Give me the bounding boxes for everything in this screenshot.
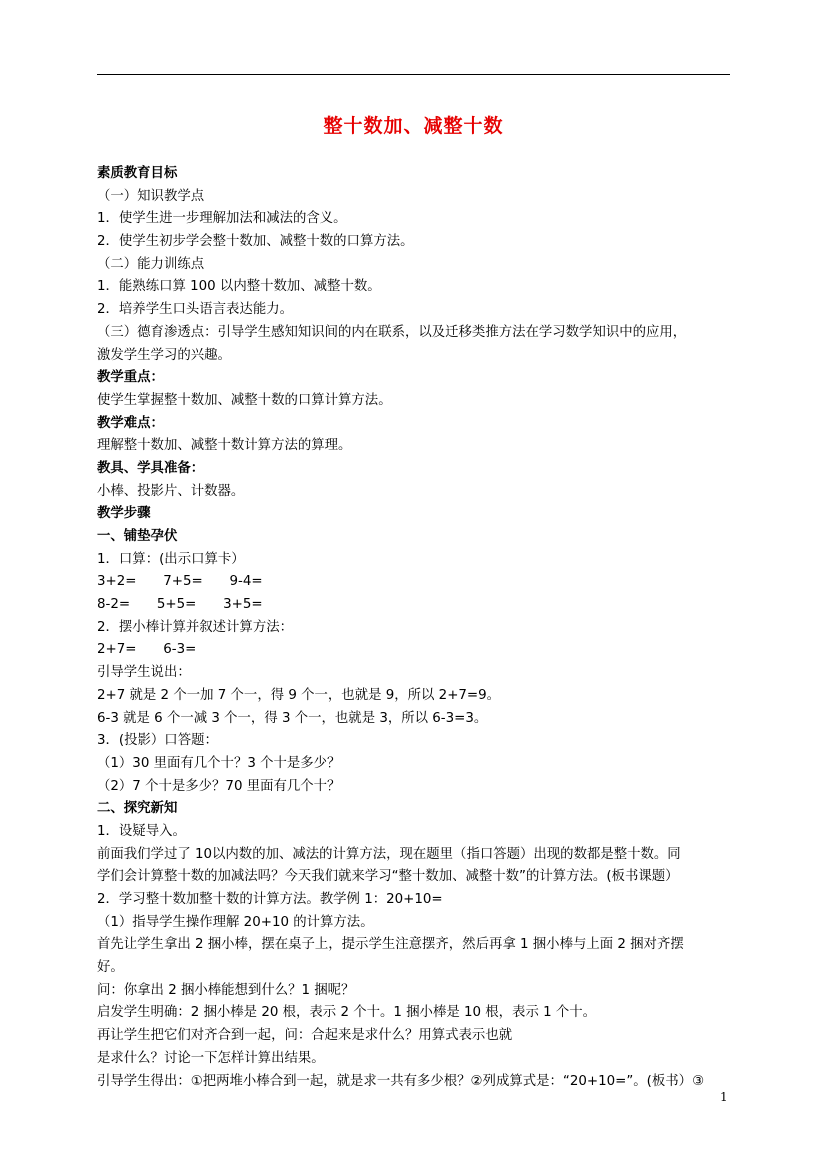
body-line: 启发学生明确：2 捆小棒是 20 根，表示 2 个十。1 捆小棒是 10 根，表示 1 个十。 <box>97 1005 597 1021</box>
section-heading: 教学步骤 <box>97 506 151 522</box>
document-body <box>97 163 733 1093</box>
body-line: （三）德育渗透点：引导学生感知知识间的内在联系，以及迁移类推方法在学习数学知识中的应用， <box>97 324 687 340</box>
body-line: 3+2= 7+5= 9-4= <box>97 574 263 590</box>
body-line: （2）7 个十是多少？70 里面有几个十？ <box>97 778 341 794</box>
body-line: 2．学习整十数加整十数的计算方法。教学例 1：20+10= <box>97 892 443 907</box>
body-line: 1．设疑导入。 <box>97 823 186 839</box>
body-line: （二）能力训练点 <box>97 256 205 272</box>
body-line: 1．口算：(出示口算卡） <box>97 551 245 567</box>
body-line: 首先让学生拿出 2 捆小棒，摆在桌子上，提示学生注意摆齐，然后再拿 1 捆小棒与上面 2 捆对齐摆 <box>97 937 684 953</box>
section-heading: 教学难点： <box>97 415 164 431</box>
body-line: 2+7 就是 2 个一加 7 个一，得 9 个一，也就是 9，所以 2+7=9。 <box>97 687 501 703</box>
body-line: 2+7= 6-3= <box>97 642 197 658</box>
body-line: 理解整十数加、减整十数计算方法的算理。 <box>97 438 352 454</box>
body-line: 8-2= 5+5= 3+5= <box>97 597 263 613</box>
body-line: 学们会计算整十数的加减法吗？今天我们就来学习“整十数加、减整十数”的计算方法。(板书课题） <box>97 869 679 885</box>
body-line: 使学生掌握整十数加、减整十数的口算计算方法。 <box>97 392 392 408</box>
body-line: 小棒、投影片、计数器。 <box>97 483 245 499</box>
section-heading: 教具、学具准备： <box>97 460 205 476</box>
body-line: 2．培养学生口头语言表达能力。 <box>97 302 293 318</box>
body-line: （1）30 里面有几个十？3 个十是多少？ <box>97 755 341 771</box>
body-line: 3．(投影）口答题： <box>97 733 218 749</box>
section-heading: 素质教育目标 <box>97 166 178 181</box>
body-line: 引导学生得出：①把两堆小棒合到一起，就是求一共有多少根？②列成算式是：“20+10=”。(板书）③ <box>97 1073 705 1089</box>
body-line: 2．摆小棒计算并叙述计算方法： <box>97 619 293 635</box>
body-line: 1．能熟练口算 100 以内整十数加、减整十数。 <box>97 279 381 295</box>
body-line: 再让学生把它们对齐合到一起，问：合起来是求什么？用算式表示也就 <box>97 1028 513 1044</box>
section-heading: 二、探究新知 <box>97 801 178 817</box>
body-line: 问：你拿出 2 捆小棒能想到什么？1 捆呢？ <box>97 982 355 998</box>
section-heading: 一、铺垫孕伏 <box>97 529 178 544</box>
body-line: （1）指导学生操作理解 20+10 的计算方法。 <box>97 914 374 930</box>
body-line: 2．使学生初步学会整十数加、减整十数的口算方法。 <box>97 234 414 250</box>
body-line: 6-3 就是 6 个一减 3 个一，得 3 个一，也就是 3，所以 6-3=3。 <box>97 710 488 726</box>
body-line: 好。 <box>97 960 124 976</box>
header-rule <box>97 74 730 75</box>
body-line: （一）知识教学点 <box>97 188 205 204</box>
body-line: 引导学生说出： <box>97 665 191 681</box>
body-line: 激发学生学习的兴趣。 <box>97 347 231 363</box>
body-line: 1．使学生进一步理解加法和减法的含义。 <box>97 211 347 227</box>
section-heading: 教学重点： <box>97 370 164 386</box>
body-line: 前面我们学过了 10以内数的加、减法的计算方法，现在题里（指口答题）出现的数都是整十数。同 <box>97 846 681 862</box>
body-line: 是求什么？讨论一下怎样计算出结果。 <box>97 1050 325 1066</box>
document-title: 整十数加、减整十数 <box>323 115 504 137</box>
page-number: 1 <box>720 1090 728 1104</box>
